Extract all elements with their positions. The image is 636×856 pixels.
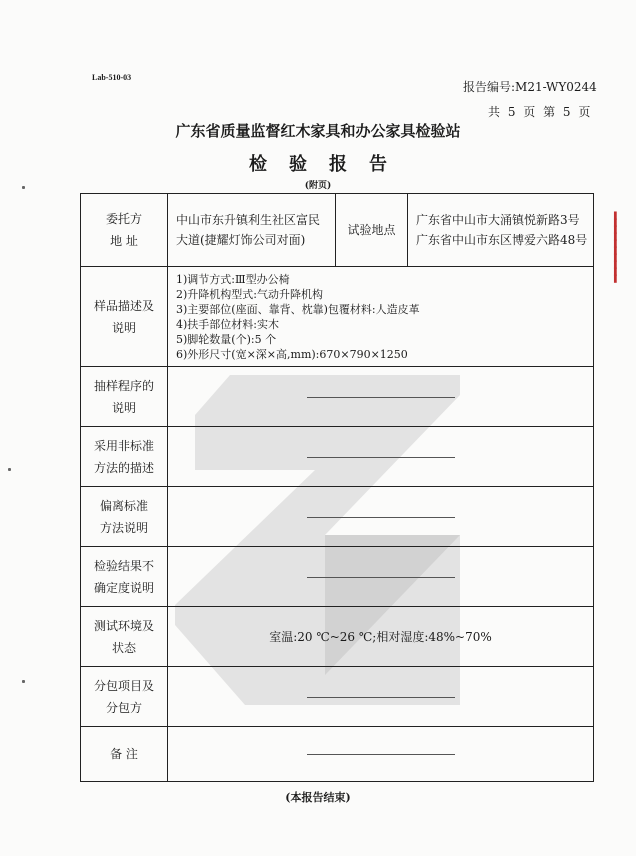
environment-label: 测试环境及 状态: [81, 607, 168, 667]
seal-edge-mark: ▌ ▌ ▌ ▌ ▌ ▌ ▌ ▌ ▌ ▌: [614, 212, 620, 283]
sampling-value: [168, 367, 594, 427]
client-address-value: 中山市东升镇利生社区富民 大道(捷耀灯饰公司对面): [168, 194, 336, 267]
organization-name: 广东省质量监督红木家具和办公家具检验站: [175, 122, 461, 140]
sample-description: [168, 267, 594, 367]
sample-line: 5)脚轮数量(个):5 个: [176, 332, 277, 346]
row-remarks: [81, 727, 594, 782]
remarks-label: 备 注: [81, 727, 168, 782]
sample-label: 样品描述及 说明: [81, 267, 168, 367]
row-deviation: [81, 487, 594, 547]
sampling-label: 抽样程序的 说明: [81, 367, 168, 427]
environment-value: 室温:20 ℃~26 ℃;相对湿度:48%~70%: [168, 607, 594, 667]
row-sampling: [81, 367, 594, 427]
sample-line: 3)主要部位(座面、靠背、枕靠)包覆材料:人造皮革: [176, 302, 420, 316]
deviation-value: [168, 487, 594, 547]
empty-dash: [307, 457, 455, 458]
report-number-value: M21-WY0244: [515, 80, 597, 94]
empty-dash: [307, 517, 455, 518]
row-environment: [81, 607, 594, 667]
sample-line: 2)升降机构型式:气动升降机构: [176, 287, 323, 301]
empty-dash: [307, 577, 455, 578]
deviation-label: 偏离标准 方法说明: [81, 487, 168, 547]
remarks-value: [168, 727, 594, 782]
report-number: [463, 78, 597, 95]
report-title: 检验报告: [249, 154, 409, 175]
scan-speck: [22, 680, 25, 683]
row-nonstandard: [81, 427, 594, 487]
scan-speck: [8, 468, 11, 471]
sample-line: 1)调节方式:Ⅲ型办公椅: [176, 272, 290, 286]
subcontract-value: [168, 667, 594, 727]
report-table: [80, 193, 594, 782]
nonstandard-label: 采用非标准 方法的描述: [81, 427, 168, 487]
report-number-label: 报告编号:: [463, 80, 516, 94]
empty-dash: [307, 754, 455, 755]
test-site-label: 试验地点: [336, 194, 408, 267]
report-end-note: (本报告结束): [285, 791, 351, 804]
uncertainty-value: [168, 547, 594, 607]
empty-dash: [307, 697, 455, 698]
subcontract-label: 分包项目及 分包方: [81, 667, 168, 727]
report-subtitle: (附页): [304, 181, 332, 191]
sample-line: 6)外形尺寸(宽×深×高,mm):670×790×1250: [176, 347, 408, 361]
uncertainty-label: 检验结果不 确定度说明: [81, 547, 168, 607]
scan-speck: [22, 186, 25, 189]
nonstandard-value: [168, 427, 594, 487]
client-address-label: 委托方 地 址: [81, 194, 168, 267]
row-client-address: [81, 194, 594, 267]
document-code: Lab-510-03: [92, 73, 132, 82]
row-subcontract: [81, 667, 594, 727]
empty-dash: [307, 397, 455, 398]
row-uncertainty: [81, 547, 594, 607]
row-sample: [81, 267, 594, 367]
test-site-value: 广东省中山市大涌镇悦新路3号 广东省中山市东区博爱六路48号: [408, 194, 594, 267]
page-count: 共 5 页 第 5 页: [488, 105, 591, 119]
sample-line: 4)扶手部位材料:实木: [176, 317, 279, 331]
